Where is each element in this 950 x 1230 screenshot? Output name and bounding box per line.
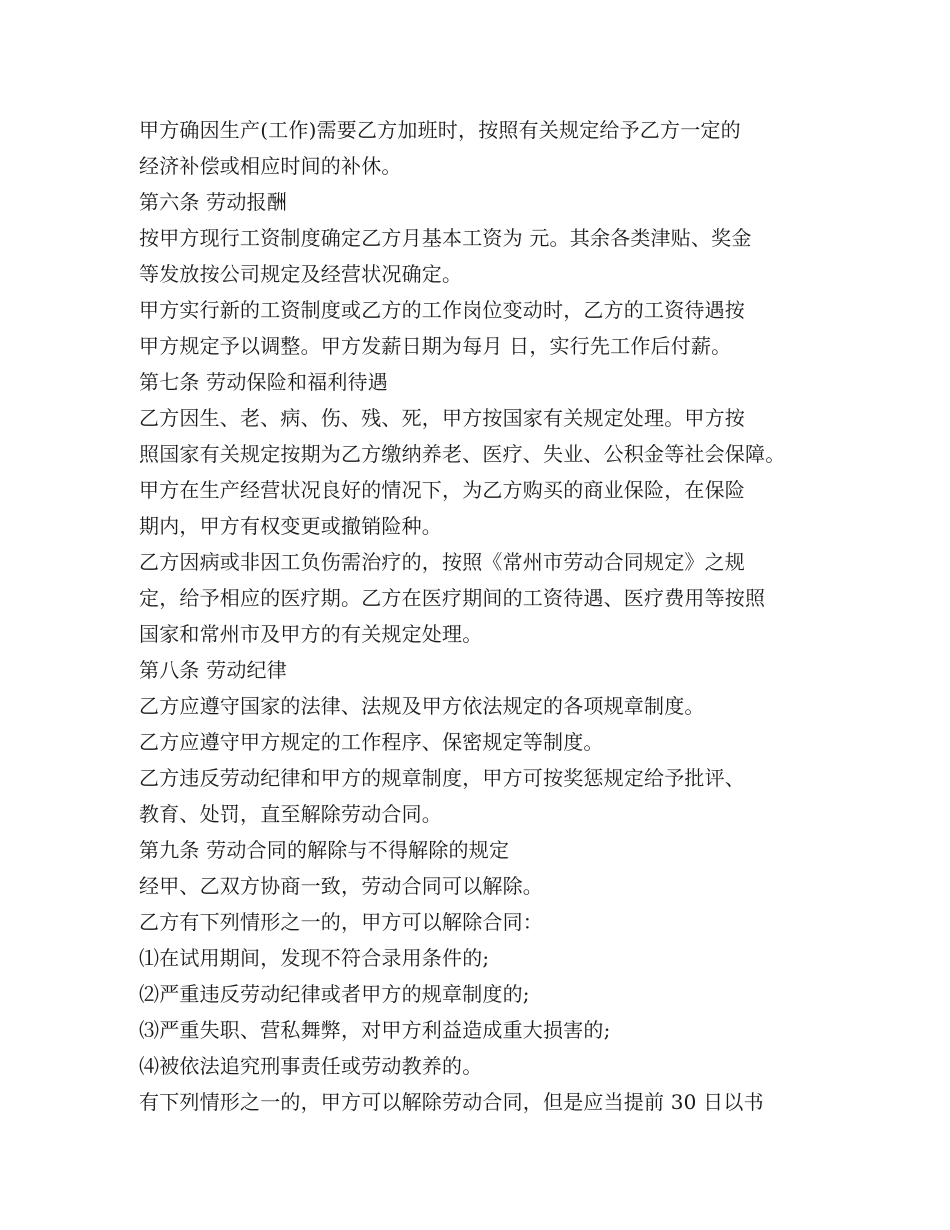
text-line: 按甲方现行工资制度确定乙方月基本工资为 元。其余各类津贴、奖金 [139,226,752,250]
list-item: ⑶严重失职、营私舞弊，对甲方利益造成重大损害的; [139,1018,611,1042]
text-line: 乙方违反劳动纪律和甲方的规章制度，甲方可按奖惩规定给予批评、 [139,766,745,790]
section-heading: 第六条 劳动报酬 [139,190,287,214]
text-line: 乙方应遵守国家的法律、法规及甲方依法规定的各项规章制度。 [139,694,705,718]
section-heading: 第八条 劳动纪律 [139,658,287,682]
text-line: 乙方因病或非因工负伤需治疗的，按照《常州市劳动合同规定》之规 [139,550,745,574]
text-line: 乙方应遵守甲方规定的工作程序、保密规定等制度。 [139,730,604,754]
text-line: 甲方确因生产(工作)需要乙方加班时，按照有关规定给予乙方一定的 [139,118,741,142]
text-line: 照国家有关规定按期为乙方缴纳养老、医疗、失业、公积金等社会保障。 [139,442,786,466]
text-line: 经济补偿或相应时间的补休。 [139,154,402,178]
text-line: 定，给予相应的医疗期。乙方在医疗期间的工资待遇、医疗费用等按照 [139,586,766,610]
text-line: 期内，甲方有权变更或撤销险种。 [139,514,442,538]
text-line: 乙方有下列情形之一的，甲方可以解除合同： [139,910,543,934]
list-item: ⑷被依法追究刑事责任或劳动教养的。 [139,1054,483,1078]
text-line: 经甲、乙双方协商一致，劳动合同可以解除。 [139,874,543,898]
text-line: 甲方在生产经营状况良好的情况下，为乙方购买的商业保险，在保险 [139,478,745,502]
list-item: ⑵严重违反劳动纪律或者甲方的规章制度的; [139,982,530,1006]
text-line: 国家和常州市及甲方的有关规定处理。 [139,622,483,646]
text-line: 甲方实行新的工资制度或乙方的工作岗位变动时，乙方的工资待遇按 [139,298,745,322]
text-line: 教育、处罚，直至解除劳动合同。 [139,802,442,826]
section-heading: 第七条 劳动保险和福利待遇 [139,370,388,394]
text-line: 乙方因生、老、病、伤、残、死，甲方按国家有关规定处理。甲方按 [139,406,745,430]
document-body [139,112,829,1120]
list-item: ⑴在试用期间，发现不符合录用条件的; [139,946,490,970]
section-heading: 第九条 劳动合同的解除与不得解除的规定 [139,838,510,862]
text-line: 甲方规定予以调整。甲方发薪日期为每月 日，实行先工作后付薪。 [139,334,732,358]
text-line: 等发放按公司规定及经营状况确定。 [139,262,463,286]
text-line: 有下列情形之一的，甲方可以解除劳动合同，但是应当提前 30 日以书 [139,1090,764,1114]
